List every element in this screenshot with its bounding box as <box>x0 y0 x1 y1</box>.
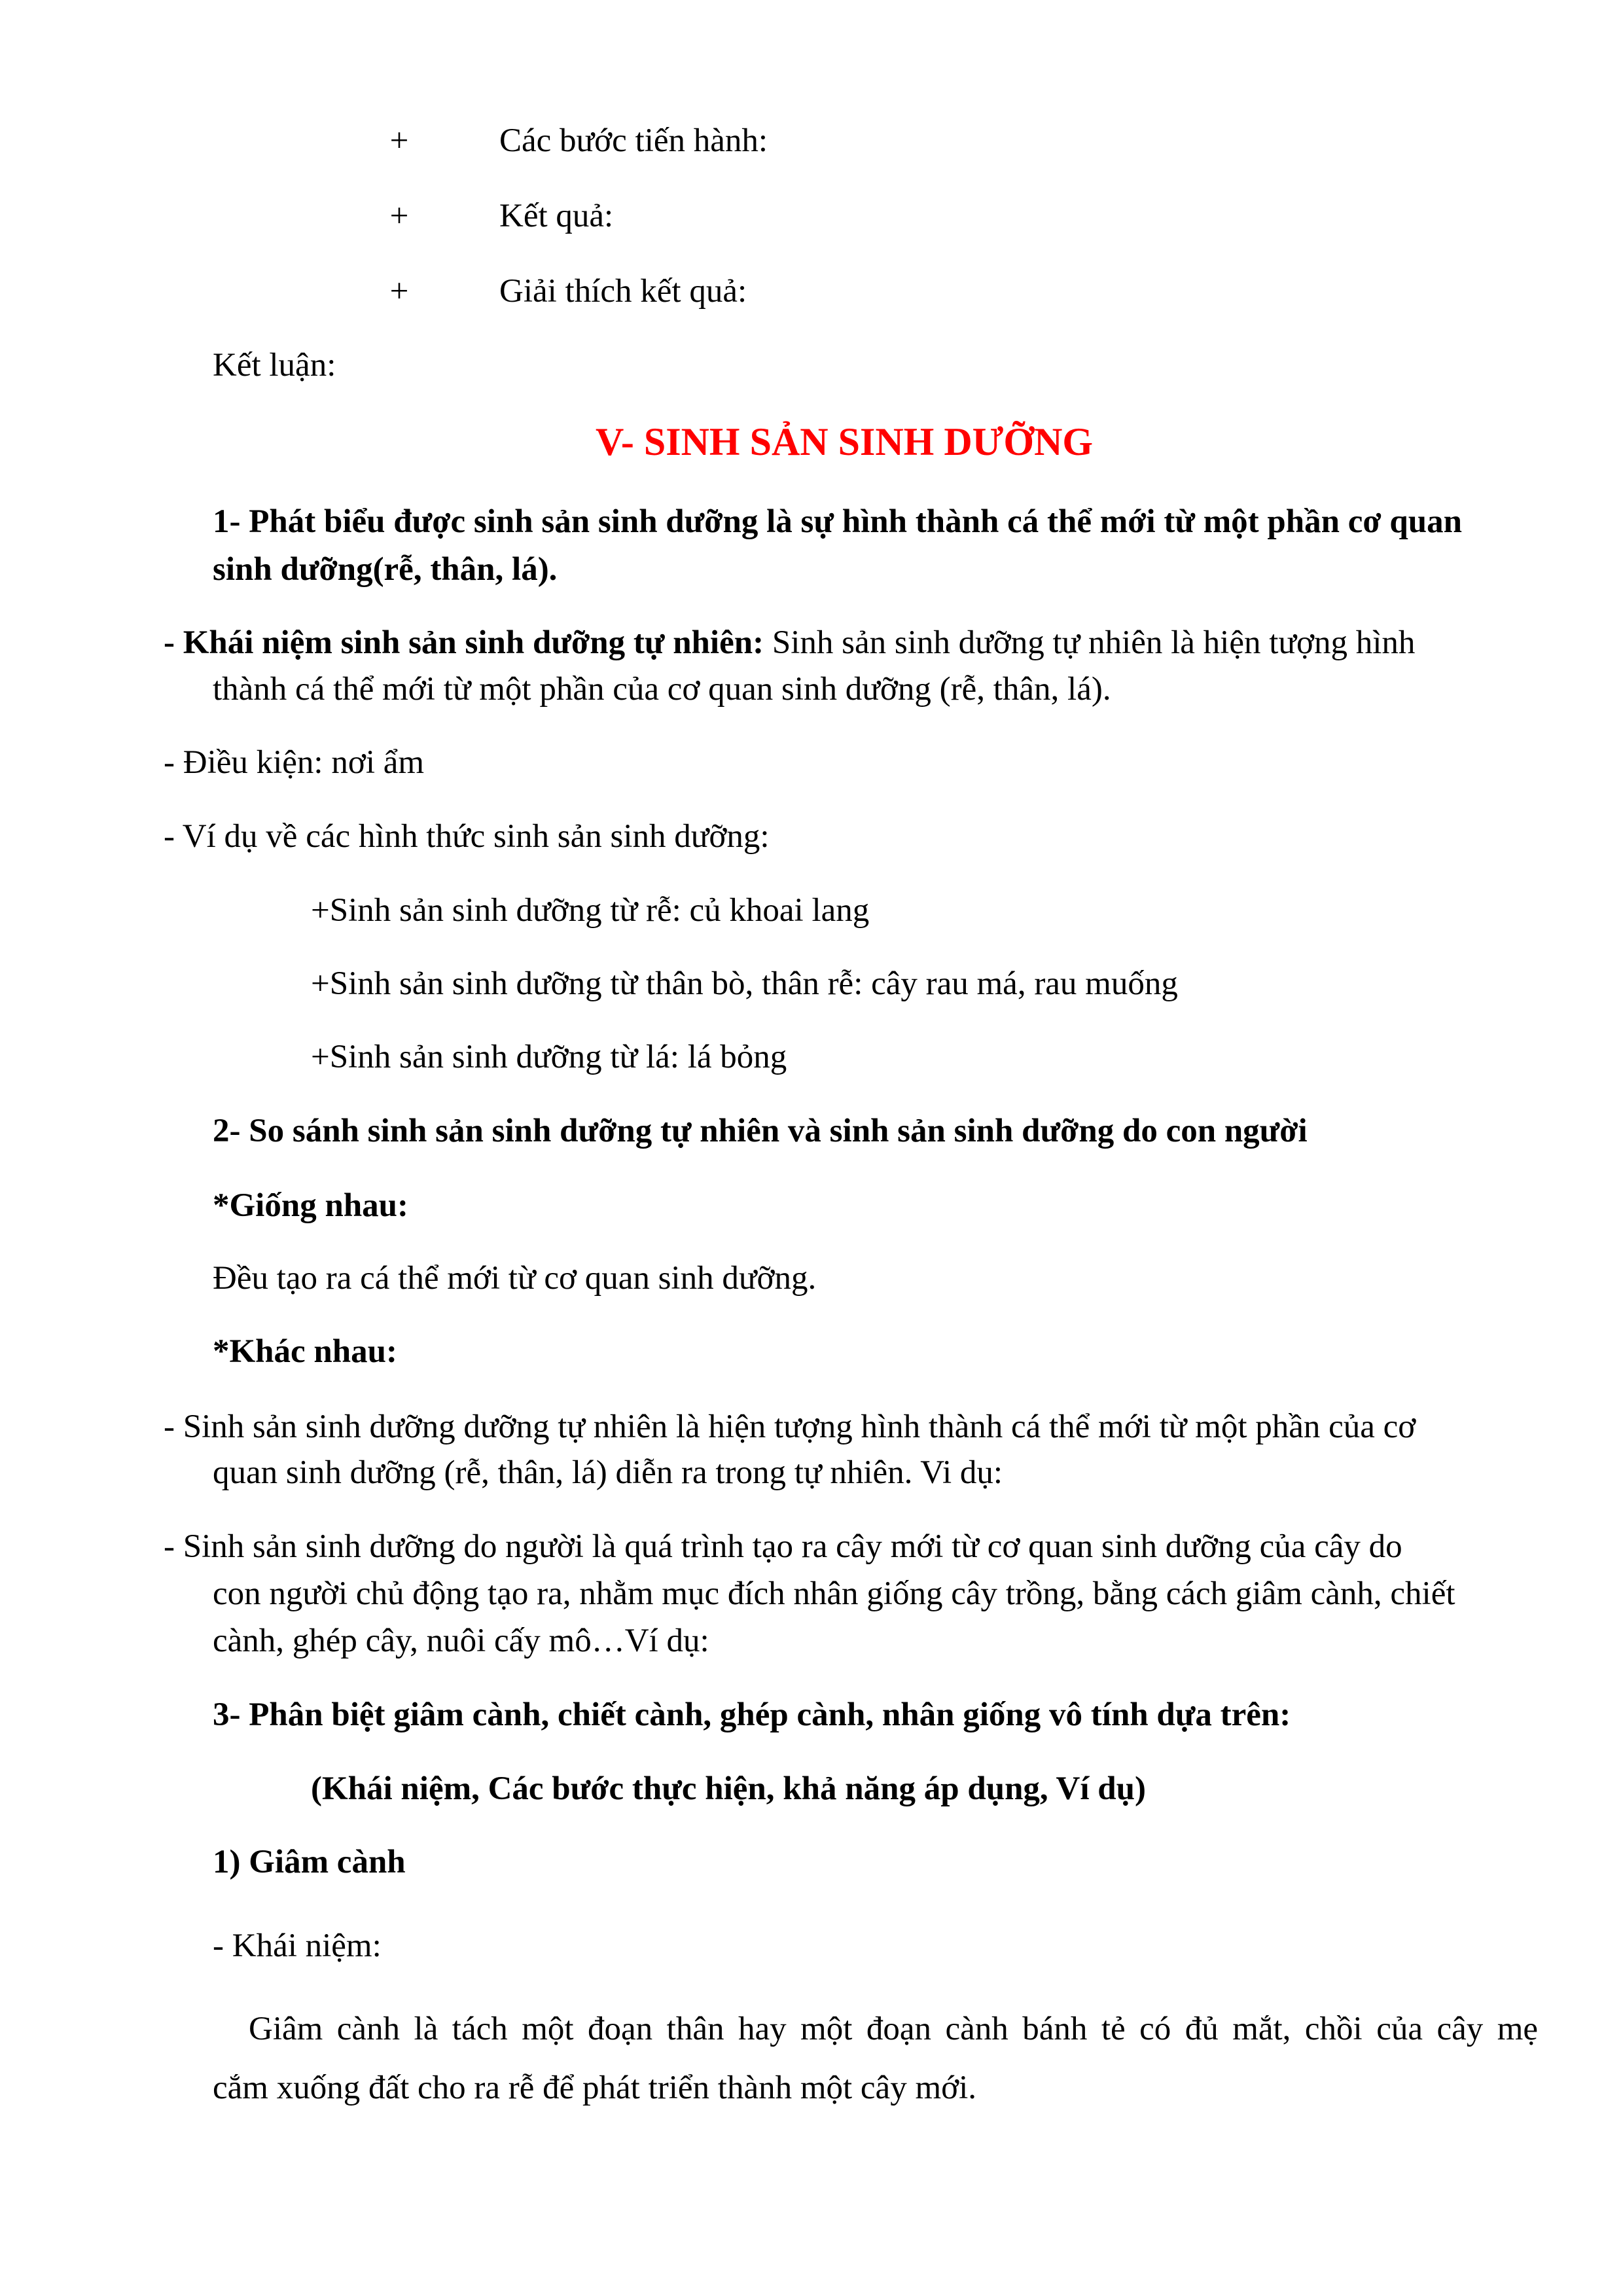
heading-3: 3- Phân biệt giâm cành, chiết cành, ghép cành, nhân giống vô tính dựa trên: <box>213 1696 1291 1733</box>
example-item: +Sinh sản sinh dưỡng từ rễ: củ khoai lang <box>311 892 870 929</box>
human-line-3: cành, ghép cây, nuôi cấy mô…Ví dụ: <box>213 1623 709 1659</box>
heading-1-line-2: sinh dưỡng(rễ, thân, lá). <box>213 551 558 588</box>
step-text: Kết quả: <box>499 198 614 234</box>
heading-2: 2- So sánh sinh sản sinh dưỡng tự nhiên và sinh sản sinh dưỡng do con người <box>213 1113 1308 1149</box>
step-text: Các bước tiến hành: <box>499 122 768 159</box>
similar-text: Đều tạo ra cá thể mới từ cơ quan sinh dưỡng. <box>213 1260 817 1297</box>
example-item: +Sinh sản sinh dưỡng từ thân bò, thân rễ: cây rau má, rau muống <box>311 965 1178 1002</box>
heading-1-line-1: 1- Phát biểu được sinh sản sinh dưỡng là sự hình thành cá thể mới từ một phần cơ quan <box>213 503 1462 540</box>
concept-line-1 <box>164 626 1415 660</box>
step-text: Giải thích kết quả: <box>499 273 747 310</box>
concept-line-2: thành cá thể mới từ một phần của cơ quan sinh dưỡng (rễ, thân, lá). <box>213 671 1111 708</box>
example-item: +Sinh sản sinh dưỡng từ lá: lá bỏng <box>311 1039 787 1075</box>
examples-intro: - Ví dụ về các hình thức sinh sản sinh dưỡng: <box>164 818 770 855</box>
subsection-1-concept-label: - Khái niệm: <box>213 1928 382 1964</box>
natural-line-2: quan sinh dưỡng (rễ, thân, lá) diễn ra trong tự nhiên. Vi dụ: <box>213 1454 1003 1491</box>
similar-label: *Giống nhau: <box>213 1187 409 1224</box>
human-line-1: - Sinh sản sinh dưỡng do người là quá trình tạo ra cây mới từ cơ quan sinh dưỡng của cây do <box>164 1528 1402 1565</box>
concept-text: Sinh sản sinh dưỡng tự nhiên là hiện tượng hình <box>764 624 1416 661</box>
step-marker: + <box>389 122 409 159</box>
section-title: V- SINH SẢN SINH DƯỠNG <box>596 420 1094 463</box>
step-marker: + <box>389 198 409 234</box>
subsection-1-text-line-1: Giâm cành là tách một đoạn thân hay một đoạn cành bánh tẻ có đủ mắt, chồi của cây mẹ <box>249 2011 1538 2047</box>
natural-line-1: - Sinh sản sinh dưỡng dưỡng tự nhiên là hiện tượng hình thành cá thể mới từ một phần của cơ <box>164 1408 1416 1445</box>
step-marker: + <box>389 273 409 310</box>
subsection-1-title: 1) Giâm cành <box>213 1844 406 1880</box>
heading-3-sub: (Khái niệm, Các bước thực hiện, khả năng áp dụng, Ví dụ) <box>311 1770 1146 1807</box>
different-label: *Khác nhau: <box>213 1333 397 1370</box>
human-line-2: con người chủ động tạo ra, nhằm mục đích nhân giống cây trồng, bằng cách giâm cành, chiết <box>213 1575 1455 1612</box>
concept-label: - Khái niệm sinh sản sinh dưỡng tự nhiên: <box>164 624 764 661</box>
conclusion-label: Kết luận: <box>213 347 336 384</box>
condition-text: - Điều kiện: nơi ẩm <box>164 744 425 781</box>
subsection-1-text-line-2: cắm xuống đất cho ra rễ để phát triển thành một cây mới. <box>213 2070 976 2106</box>
